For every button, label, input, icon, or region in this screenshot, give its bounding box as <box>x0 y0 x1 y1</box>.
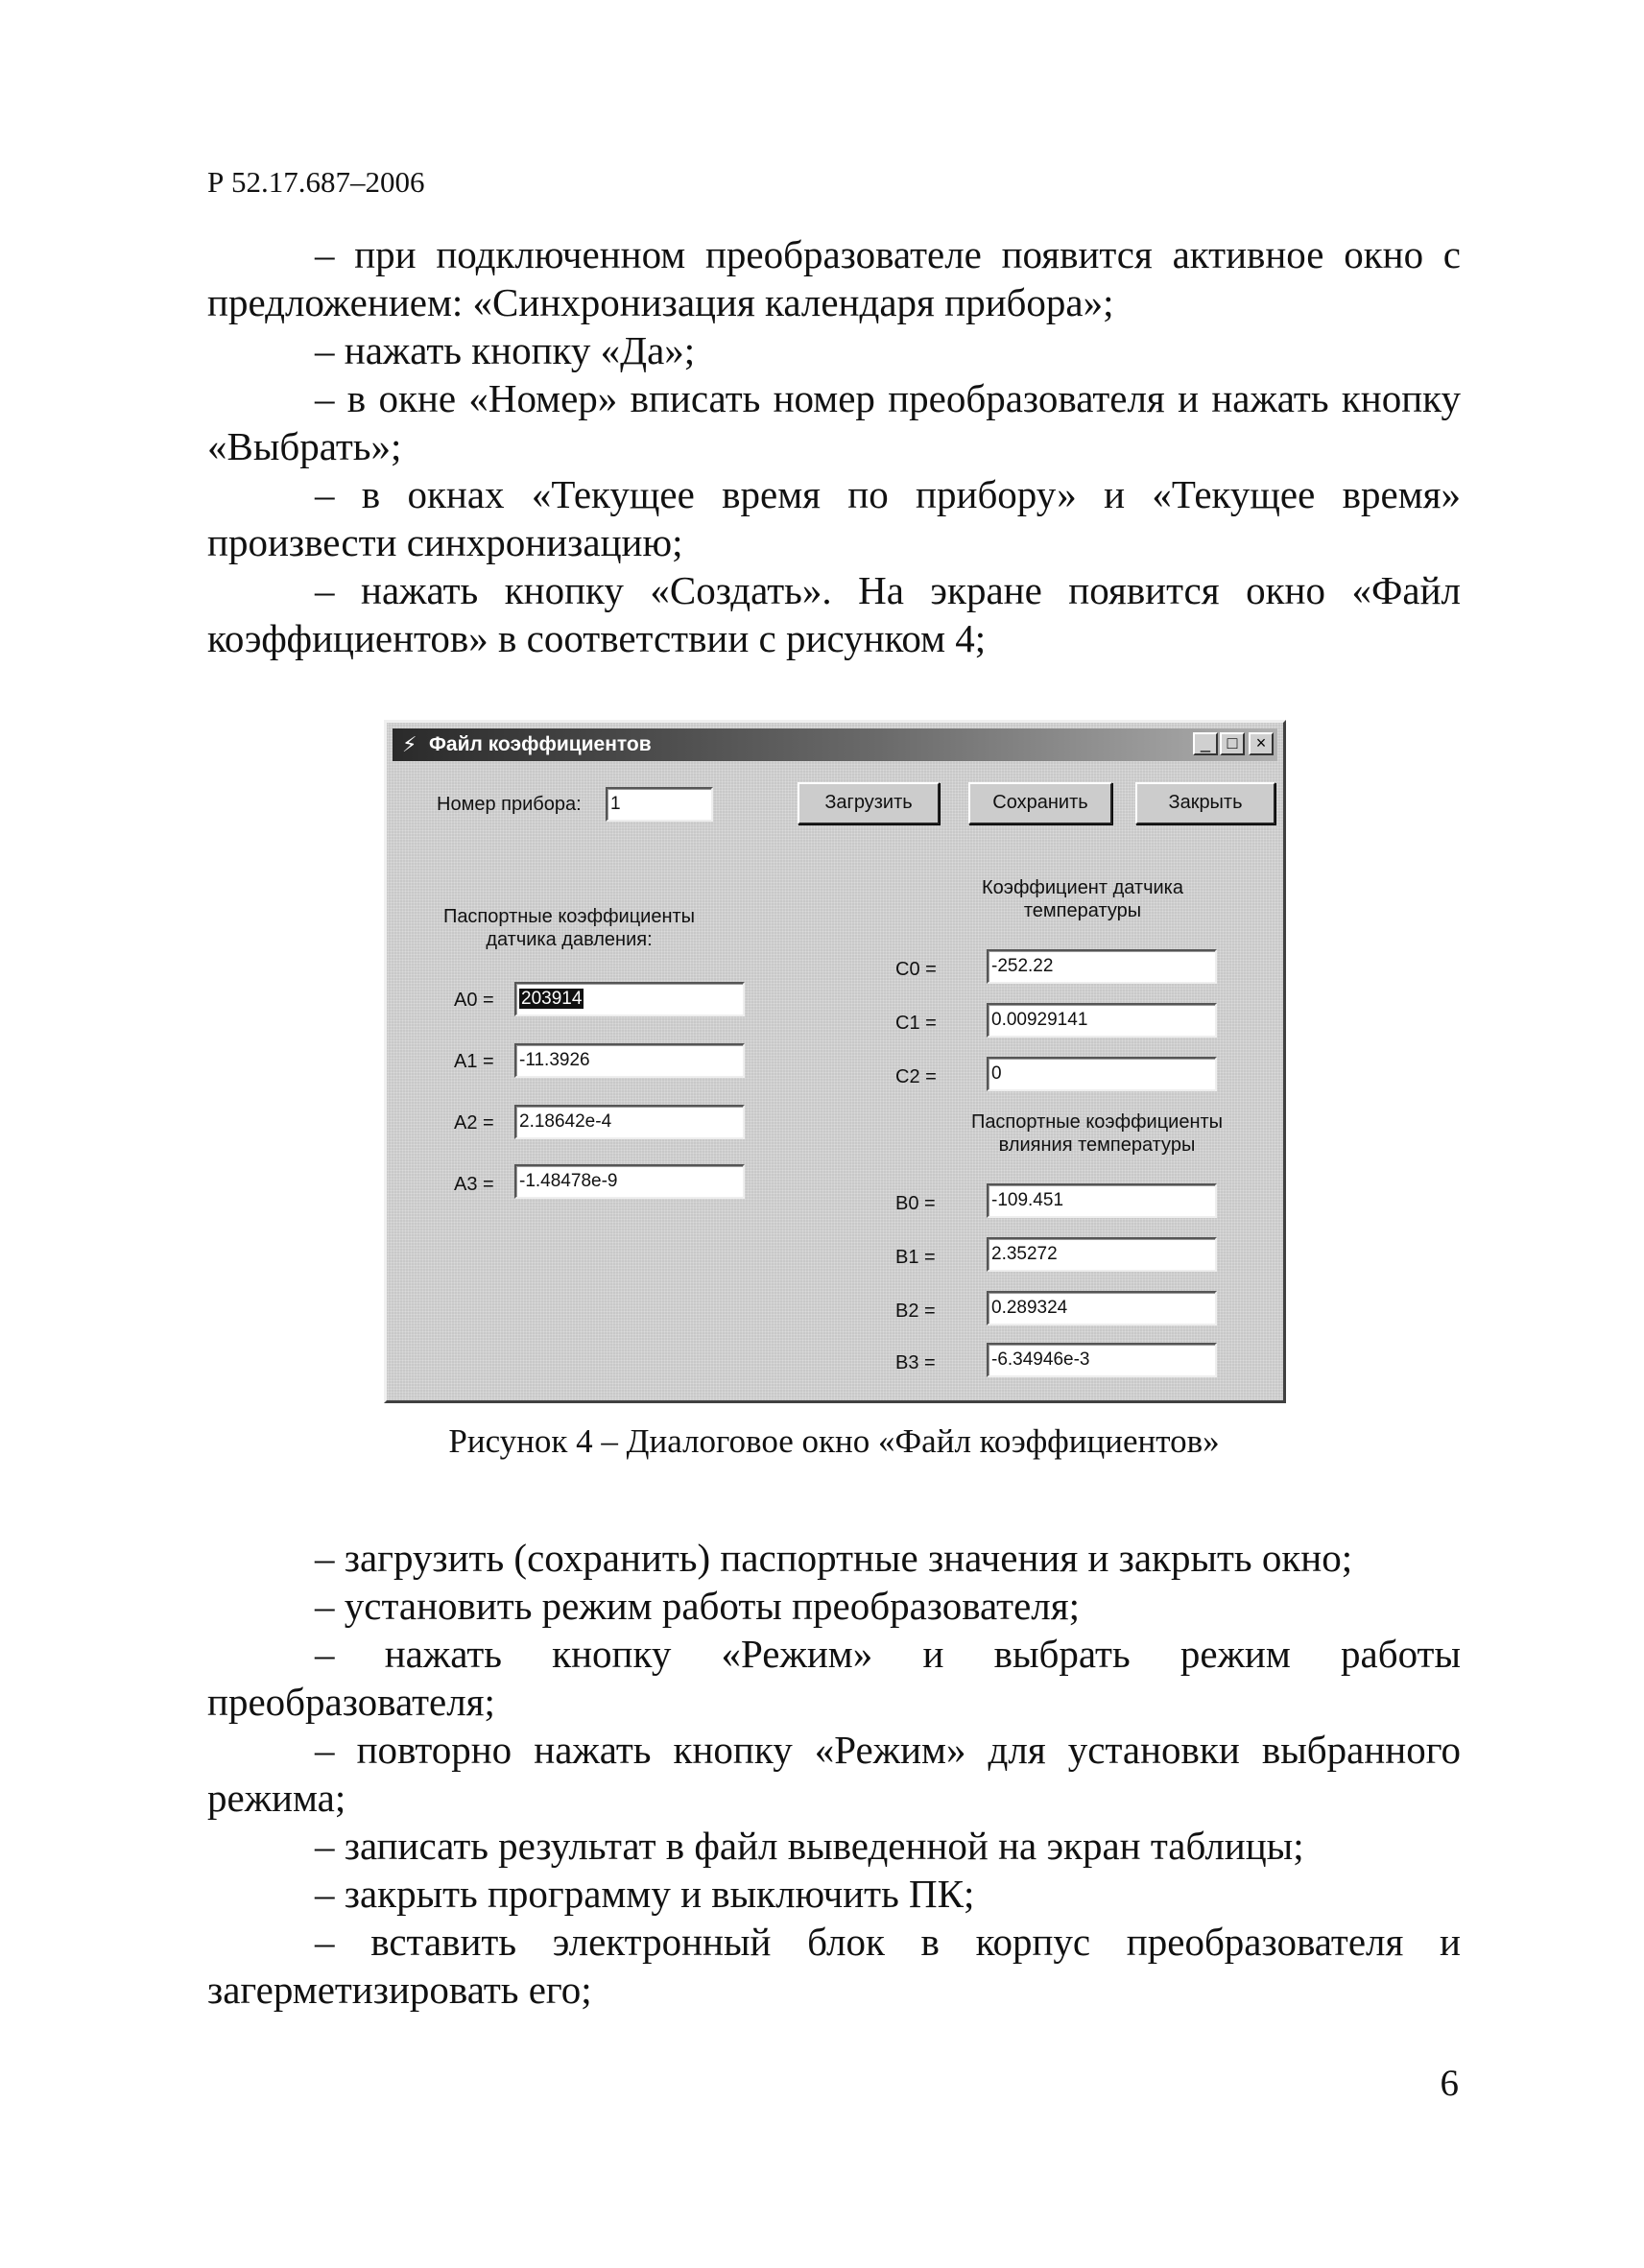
maximize-button[interactable]: □ <box>1220 732 1245 755</box>
paragraph: – в окнах «Текущее время по прибору» и «Текущее время» произвести синхронизацию; <box>207 472 1461 564</box>
pressure-section-title: Паспортные коэффициенты датчика давления: <box>442 906 696 950</box>
paragraph: – повторно нажать кнопку «Режим» для установки выбранного режима; <box>207 1728 1461 1820</box>
coef-label-a0: A0 = <box>454 990 494 1011</box>
coef-input-a3[interactable]: -1.48478e-9 <box>514 1164 745 1199</box>
doc-code: Р 52.17.687–2006 <box>207 165 425 199</box>
close-button[interactable]: Закрыть <box>1135 782 1275 824</box>
coefficients-dialog <box>384 720 1286 1403</box>
coef-input-c2[interactable]: 0 <box>987 1057 1217 1091</box>
minimize-button[interactable]: _ <box>1193 732 1218 755</box>
coef-label-a1: A1 = <box>454 1051 494 1072</box>
paragraph: – в окне «Номер» вписать номер преобразователя и нажать кнопку «Выбрать»; <box>207 376 1461 468</box>
coef-input-a0[interactable] <box>514 982 745 1016</box>
close-window-button[interactable]: × <box>1249 732 1274 755</box>
device-number-input[interactable]: 1 <box>606 787 713 822</box>
paragraph: – записать результат в файл выведенной на экран таблицы; <box>315 1824 1304 1868</box>
coef-input-b3[interactable]: -6.34946e-3 <box>987 1343 1217 1377</box>
app-icon: ⚡ <box>402 732 417 756</box>
coef-label-a2: A2 = <box>454 1112 494 1134</box>
coef-label-a3: A3 = <box>454 1174 494 1195</box>
page-number: 6 <box>1440 2063 1459 2104</box>
paragraph: – нажать кнопку «Создать». На экране появится окно «Файл коэффициентов» в соответствии с рисунком 4; <box>207 568 1461 660</box>
coef-input-a2[interactable]: 2.18642e-4 <box>514 1105 745 1139</box>
temperature-sensor-title: Коэффициент датчика температуры <box>982 877 1183 921</box>
dialog-title: Файл коэффициентов <box>429 733 652 755</box>
coef-label-c1: C1 = <box>895 1013 937 1034</box>
device-number-label: Номер прибора: <box>437 794 582 815</box>
coef-input-c1[interactable]: 0.00929141 <box>987 1003 1217 1038</box>
save-button[interactable]: Сохранить <box>968 782 1112 824</box>
coef-input-c0[interactable]: -252.22 <box>987 949 1217 984</box>
paragraph: – загрузить (сохранить) паспортные значения и закрыть окно; <box>315 1536 1353 1580</box>
figure-caption: Рисунок 4 – Диалоговое окно «Файл коэффициентов» <box>448 1422 1220 1460</box>
coef-label-b3: B3 = <box>895 1352 936 1373</box>
paragraph: – установить режим работы преобразователя; <box>315 1584 1080 1628</box>
paragraph: – закрыть программу и выключить ПК; <box>315 1872 975 1916</box>
coef-input-b2[interactable]: 0.289324 <box>987 1291 1217 1325</box>
coef-label-b2: B2 = <box>895 1301 936 1322</box>
coef-label-c2: C2 = <box>895 1066 937 1087</box>
temperature-influence-title: Паспортные коэффициенты влияния температуры <box>970 1111 1224 1156</box>
coef-label-c0: C0 = <box>895 959 937 980</box>
coef-value-a0: 203914 <box>521 989 583 1009</box>
coef-input-a1[interactable]: -11.3926 <box>514 1043 745 1078</box>
paragraph: – нажать кнопку «Да»; <box>315 328 696 372</box>
load-button[interactable]: Загрузить <box>798 782 940 824</box>
coef-input-b0[interactable]: -109.451 <box>987 1183 1217 1218</box>
paragraph: – при подключенном преобразователе появится активное окно с предложением: «Синхронизация календаря прибора»; <box>207 232 1461 324</box>
coef-label-b0: B0 = <box>895 1193 936 1214</box>
dialog-titlebar <box>393 728 1277 761</box>
paragraph: – нажать кнопку «Режим» и выбрать режим работы преобразователя; <box>207 1632 1461 1724</box>
coef-label-b1: B1 = <box>895 1247 936 1268</box>
paragraph: – вставить электронный блок в корпус преобразователя и загерметизировать его; <box>207 1920 1461 2012</box>
coef-input-b1[interactable]: 2.35272 <box>987 1237 1217 1272</box>
